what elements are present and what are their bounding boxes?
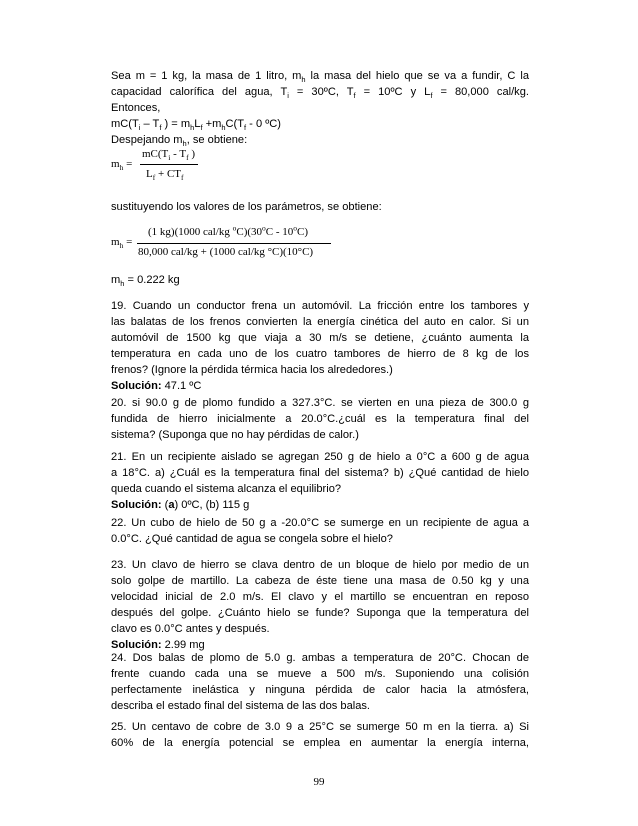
page-number: 99 xyxy=(313,776,325,788)
problem-21 xyxy=(111,449,529,513)
problem-19-solution: Solución: 47.1 ºC xyxy=(111,380,202,392)
problem-22-line: 22. Un cubo de hielo de 50 g a -20.0°C se sumerge en un recipiente de agua a xyxy=(111,517,529,529)
problem-21-line: 21. En un recipiente aislado se agregan 250 g de hielo a 0°C a 600 g de agua xyxy=(111,451,529,463)
problem-19-line: 19. Cuando un conductor frena un automóvil. La fricción entre los tambores y xyxy=(111,300,529,312)
problem-21-line: a 18°C. a) ¿Cuál es la temperatura final del sistema? b) ¿Qué cantidad de hielo xyxy=(111,467,529,479)
formula-1-numerator: $mC(T_i - T_f$ ) xyxy=(142,148,195,163)
problem-21-solution: Solución: (a) 0ºC, (b) 115 g xyxy=(111,499,250,511)
problem-23-line: velocidad inicial de 2.0 m/s. El clavo y el martillo se encuentran en reposo xyxy=(111,591,529,603)
intro-line-5: Despejando $m_h$, se obtiene: xyxy=(111,134,248,149)
intro-line-2: capacidad calorífica del agua, $T_i$ = 30ºC, $T_f$ = 10ºC y $L_f = 80,000$ cal/kg. xyxy=(111,86,529,101)
problem-24-line: frente cuando cada una se mueve a 500 m/s. Suponiendo una colisión xyxy=(111,668,529,680)
problem-24-line: perfectamente inelástica y ninguna pérdida de calor hacia la atmósfera, xyxy=(111,684,529,696)
problem-23-line: después del golpe. ¿Cuánto hielo se funde? Suponga que la temperatura del xyxy=(111,607,529,619)
problem-23 xyxy=(111,557,529,653)
problem-22 xyxy=(111,515,529,547)
problem-25-line: 60% de la energía potencial se emplea en aumentar la energía interna, xyxy=(111,737,529,749)
result-text xyxy=(111,272,529,288)
problem-19 xyxy=(111,298,529,394)
intro-line-3: Entonces, xyxy=(111,102,161,114)
formula-2-numerator: (1 kg)(1000 cal/kg $^o$C)(30$^o$C - 10$^o$C) xyxy=(148,223,309,238)
formula-1-lhs: $m_h$ = xyxy=(111,158,133,173)
problem-24-line: describa el estado final del sistema de las dos balas. xyxy=(111,700,371,712)
problem-23-line: 23. Un clavo de hierro se clava dentro de un bloque de hielo por medio de un xyxy=(111,559,529,571)
intro-equation-line: $mC(T_i - T_f$ ) = $m_hL_f +m_hC(T_f - 0$ ºC) xyxy=(111,118,281,133)
problem-25 xyxy=(111,719,529,751)
formula-2-denominator: 80,000 cal/kg + (1000 cal/kg °C)(10°C) xyxy=(138,246,314,258)
intro-paragraph xyxy=(111,68,529,148)
intro-line-1: Sea m = 1 kg, la masa de 1 litro, $m_h$ la masa del hielo que se va a fundir, C la xyxy=(111,70,529,85)
problem-20 xyxy=(111,395,529,443)
formula-1-fraction-bar xyxy=(140,164,198,165)
problem-19-line: frenos? (Ignore la pérdida térmica hacia los alrededores.) xyxy=(111,364,393,376)
problem-23-line: clavo es 0.0°C antes y después. xyxy=(111,623,270,635)
problem-19-line: las balatas de los frenos convierten la energía cinética del auto en calor. Si un xyxy=(111,316,529,328)
problem-19-line: temperatura en cada uno de los cuatro tambores de hierro de 8 kg de los xyxy=(111,348,529,360)
problem-24 xyxy=(111,650,529,714)
substitution-text xyxy=(111,199,529,215)
formula-2-fraction-bar xyxy=(137,243,331,244)
problem-20-line: fundida de hierro inicialmente a 20.0°C.¿cuál es la temperatura final del xyxy=(111,413,529,425)
formula-1-denominator: $L_f + CT_f$ xyxy=(146,168,184,183)
substitution-line: sustituyendo los valores de los parámetros, se obtiene: xyxy=(111,201,382,213)
formula-2-lhs: $m_h$ = xyxy=(111,236,133,251)
result-line: $m_h = 0.222$ kg xyxy=(111,274,180,289)
problem-20-line: 20. si 90.0 g de plomo fundido a 327.3°C. se vierten en una pieza de 300.0 g xyxy=(111,397,529,409)
problem-19-line: automóvil de 1500 kg que viaja a 30 m/s se detiene, ¿cuánto aumenta la xyxy=(111,332,529,344)
problem-23-line: solo golpe de martillo. La cabeza de éste tiene una masa de 0.50 kg y una xyxy=(111,575,529,587)
problem-25-line: 25. Un centavo de cobre de 3.0 9 a 25°C se sumerge 50 m en la tierra. a) Si xyxy=(111,721,529,733)
problem-23-solution: Solución: 2.99 mg xyxy=(111,639,205,651)
problem-21-line: queda cuando el sistema alcanza el equilibrio? xyxy=(111,483,342,495)
problem-22-line: 0.0°C. ¿Qué cantidad de agua se congela sobre el hielo? xyxy=(111,533,393,545)
problem-20-line: sistema? (Suponga que no hay pérdidas de calor.) xyxy=(111,429,359,441)
problem-24-line: 24. Dos balas de plomo de 5.0 g. ambas a temperatura de 20°C. Chocan de xyxy=(111,652,529,664)
